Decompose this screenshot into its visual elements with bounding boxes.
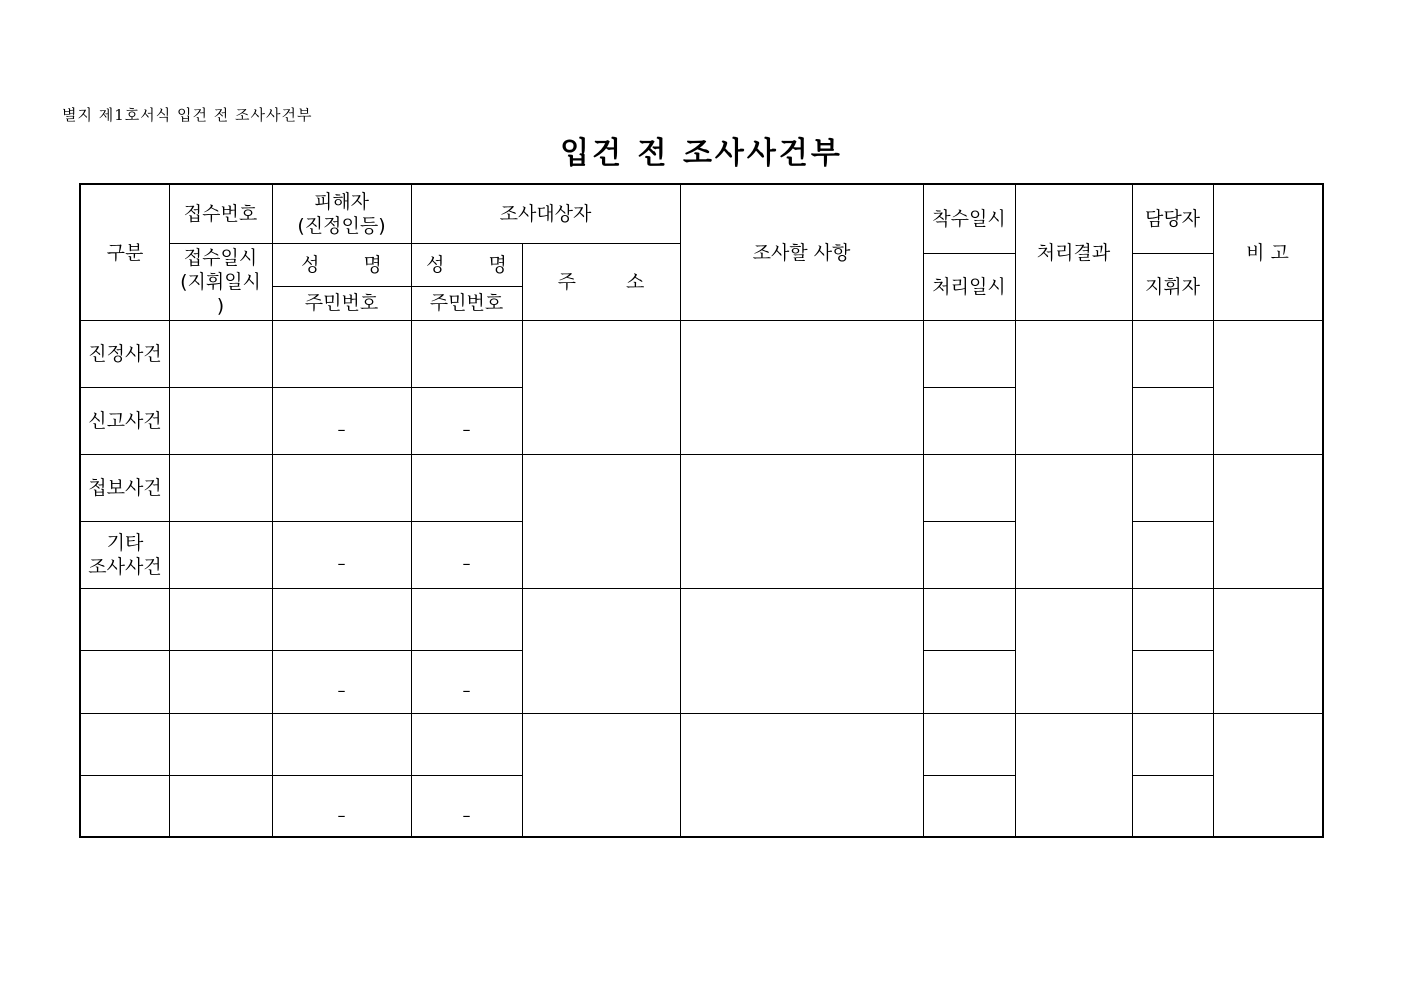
category-other xyxy=(81,521,169,588)
header-receipt-date xyxy=(169,243,272,320)
header-victim-resident-number: 주민번호 xyxy=(304,292,379,314)
header-receipt-date-line2: (지휘일시 xyxy=(180,270,261,293)
category-petition: 진정사건 xyxy=(88,342,162,365)
form-number-caption: 별지 제1호서식 입건 전 조사사건부 xyxy=(62,106,313,124)
header-investigation-items: 조사할 사항 xyxy=(752,241,851,264)
category-report: 신고사건 xyxy=(88,409,162,432)
header-victim-line1: 피해자 xyxy=(313,191,370,213)
header-receipt-date-line3: ) xyxy=(216,294,225,317)
header-receipt-number: 접수번호 xyxy=(183,203,258,225)
victim-resident-number-dash: – xyxy=(337,554,346,573)
header-start-date: 착수일시 xyxy=(932,208,1006,230)
header-address-a: 주 xyxy=(557,270,576,293)
victim-resident-number-dash: – xyxy=(337,681,346,700)
page-title: 입건 전 조사사건부 xyxy=(560,136,843,171)
header-remarks: 비 고 xyxy=(1246,241,1289,264)
header-victim-name-a: 성 xyxy=(301,253,320,276)
header-address xyxy=(522,243,680,320)
subject-resident-number-dash: – xyxy=(462,681,471,700)
register-table xyxy=(79,183,1324,838)
subject-resident-number-dash: – xyxy=(462,554,471,573)
header-address-b: 소 xyxy=(626,270,645,293)
header-victim-line2: (진정인등) xyxy=(297,215,386,237)
header-end-date: 처리일시 xyxy=(932,275,1006,298)
victim-resident-number-dash: – xyxy=(337,806,346,825)
header-victim-name xyxy=(272,243,411,286)
header-victim-name-b: 명 xyxy=(363,253,382,276)
header-victim xyxy=(272,185,411,243)
header-category: 구분 xyxy=(106,241,144,264)
header-subject-name-a: 성 xyxy=(426,253,445,276)
header-subject-name xyxy=(411,243,522,286)
category-other-line1: 기타 xyxy=(106,531,144,554)
header-officer: 담당자 xyxy=(1144,208,1201,230)
victim-resident-number-dash: – xyxy=(337,420,346,439)
subject-resident-number-dash: – xyxy=(462,806,471,825)
header-result: 처리결과 xyxy=(1036,241,1111,264)
category-intelligence: 첩보사건 xyxy=(88,476,162,499)
header-subject-resident-number: 주민번호 xyxy=(429,292,504,314)
category-other-line2: 조사사건 xyxy=(88,555,162,578)
header-subject: 조사대상자 xyxy=(499,203,592,225)
subject-resident-number-dash: – xyxy=(462,420,471,439)
header-subject-name-b: 명 xyxy=(488,253,507,276)
header-commander: 지휘자 xyxy=(1144,275,1201,298)
header-receipt-date-line1: 접수일시 xyxy=(183,246,258,269)
